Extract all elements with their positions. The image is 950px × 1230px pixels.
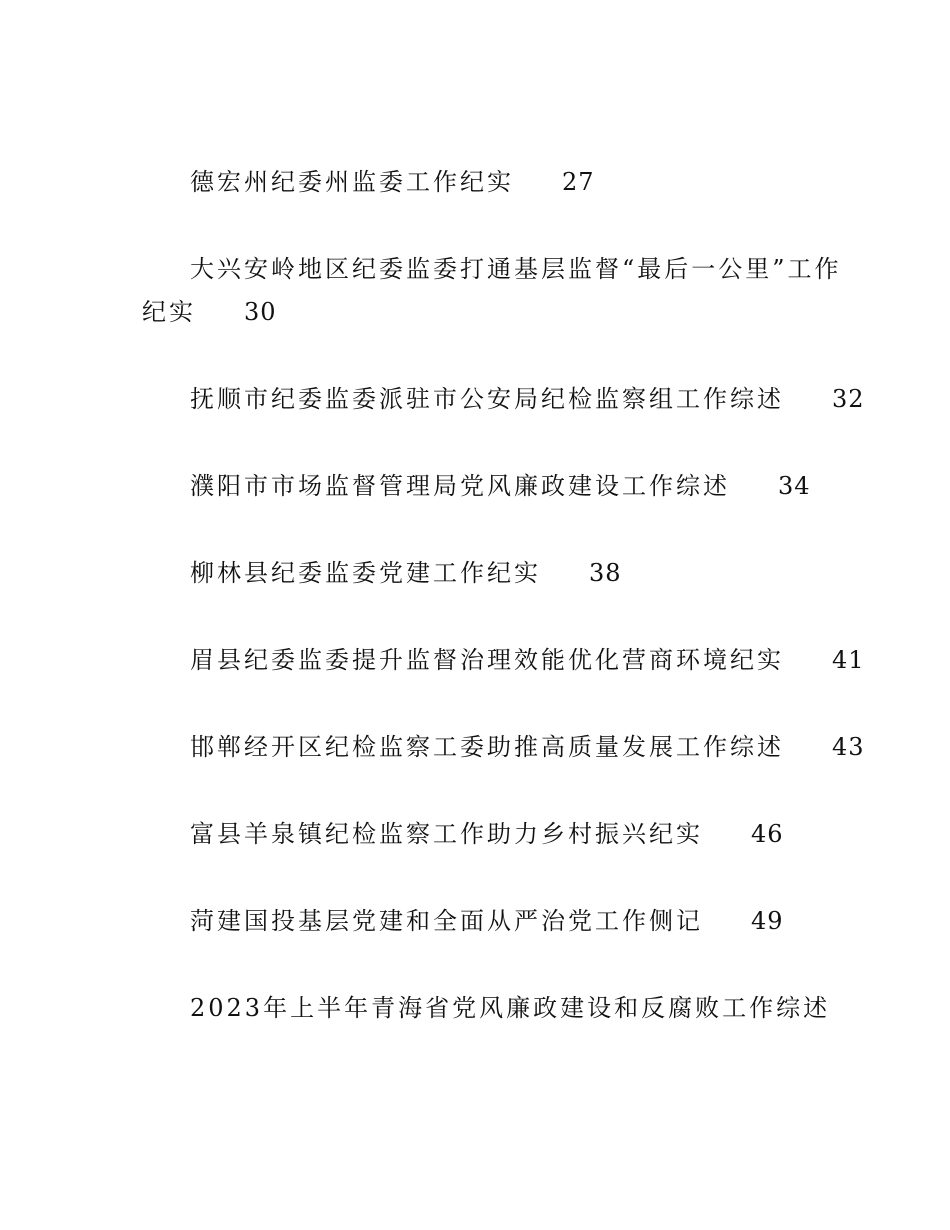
toc-entry-title: 2023年上半年青海省党风廉政建设和反腐败工作综述 [190,994,831,1022]
toc-entry-title: 眉县纪委监委提升监督治理效能优化营商环境纪实 [190,646,784,674]
toc-entry-page: 32 [832,385,865,413]
toc-entry[interactable] [190,645,865,675]
toc-entry[interactable] [190,471,811,501]
toc-entry-title: 邯郸经开区纪检监察工委助推高质量发展工作综述 [190,733,784,761]
toc-entry-title: 濮阳市市场监督管理局党风廉政建设工作综述 [190,472,730,500]
toc-entry-page: 41 [832,646,865,674]
toc-entry-title: 德宏州纪委州监委工作纪实 [190,168,514,196]
toc-entry-page: 30 [244,298,277,326]
toc-entry-title: 菏建国投基层党建和全面从严治党工作侧记 [190,907,703,935]
toc-entry-title: 大兴安岭地区纪委监委打通基层监督“最后一公里”工作 [190,255,842,283]
toc-entry-page: 46 [751,820,784,848]
toc-entry[interactable] [190,167,595,197]
toc-entry-page: 43 [832,733,865,761]
toc-entry[interactable] [190,384,865,414]
toc-entry[interactable] [190,558,622,588]
toc-entry-title-continued: 纪实 [142,298,196,326]
toc-entry[interactable] [190,254,842,284]
toc-entry[interactable] [190,819,784,849]
toc-entry[interactable] [190,732,865,762]
toc-entry-title: 富县羊泉镇纪检监察工作助力乡村振兴纪实 [190,820,703,848]
toc-entry-continuation[interactable] [142,297,277,327]
toc-entry[interactable] [190,993,830,1023]
toc-entry-page: 27 [562,168,595,196]
toc-entry-page: 49 [751,907,784,935]
toc-entry-title: 抚顺市纪委监委派驻市公安局纪检监察组工作综述 [190,385,784,413]
toc-entry-page: 34 [778,472,811,500]
toc-entry-page: 38 [589,559,622,587]
toc-entry[interactable] [190,906,784,936]
toc-entry-title: 柳林县纪委监委党建工作纪实 [190,559,541,587]
